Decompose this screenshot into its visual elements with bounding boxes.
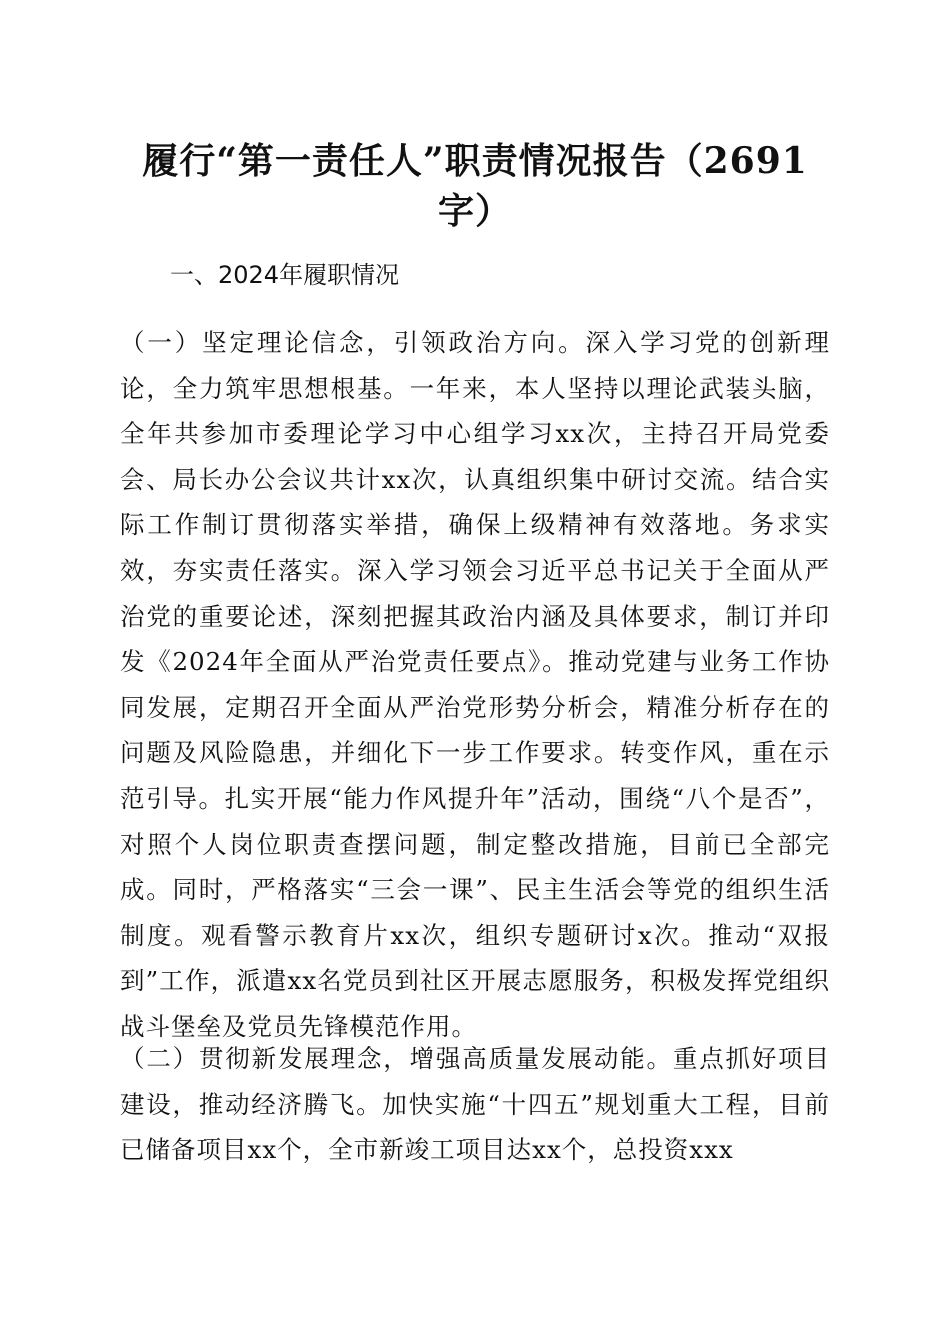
document-title: 履行“第一责任人”职责情况报告（2691字） xyxy=(142,140,808,232)
section-heading: 一、2024年履职情况 xyxy=(170,261,400,289)
paragraph-2: （二）贯彻新发展理念，增强高质量发展动能。重点抓好项目建设，推动经济腾飞。加快实施“十四五”规划重大工程，目前已储备项目xx个，全市新竣工项目达xx个，总投资xxx xyxy=(120,1044,830,1165)
paragraph-1: （一）坚定理论信念，引领政治方向。深入学习党的创新理论，全力筑牢思想根基。一年来，本人坚持以理论武装头脑，全年共参加市委理论学习中心组学习xx次，主持召开局党委会、局长办公会议共计xx次，认真组织集中研讨交流。结合实际工作制订贯彻落实举措，确保上级精神有效落地。务求实效，夯实责任落实。深入学习领会习近平总书记关于全面从严治党的重要论述，深刻把握其政治内涵及具体要求，制订并印发《2024年全面从严治党责任要点》。推动党建与业务工作协同发展，定期召开全面从严治党形势分析会，精准分析存在的问题及风险隐患，并细化下一步工作要求。转变作风，重在示范引导。扎实开展“能力作风提升年”活动，围绕“八个是否”，对照个人岗位职责查摆问题，制定整改措施，目前已全部完成。同时，严格落实“三会一课”、民主生活会等党的组织生活制度。观看警示教育片xx次，组织专题研讨x次。推动“双报到”工作，派遣xx名党员到社区开展志愿服务，积极发挥党组织战斗堡垒及党员先锋模范作用。 xyxy=(120,328,830,1041)
